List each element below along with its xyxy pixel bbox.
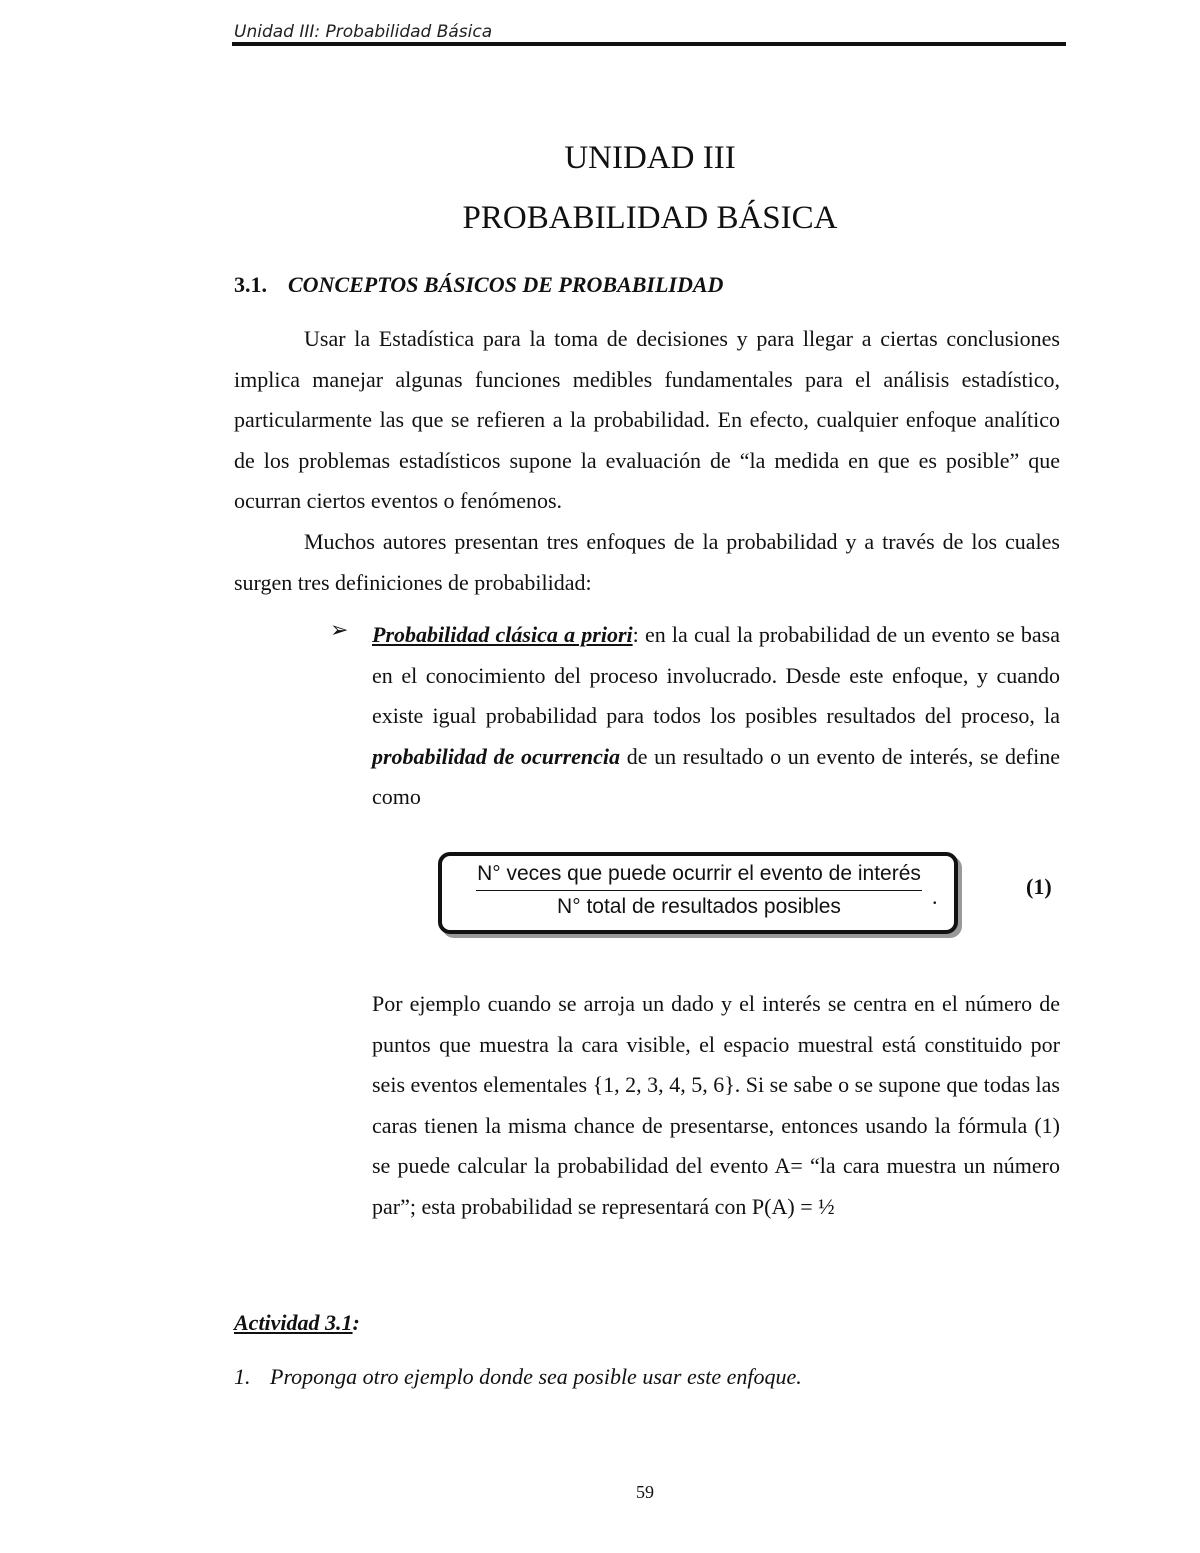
paragraph-intro: [234, 319, 1060, 522]
paragraph-approaches: [234, 522, 1060, 603]
subject-title: PROBABILIDAD BÁSICA: [462, 200, 838, 236]
bullet-text-a: : en la cual la probabilidad de un evento se basa en el conocimiento del proceso involucrado. Desde este enfoque, y cuando existe igual probabilidad para todos los posibles resultados del proceso, la: [372, 622, 1060, 728]
task-number: 1.: [234, 1364, 251, 1389]
formula-numerator: N° veces que puede ocurrir el evento de interés: [476, 862, 922, 891]
unit-title: UNIDAD III: [564, 140, 736, 176]
formula-period: .: [932, 884, 938, 909]
page-number: 59: [636, 1482, 654, 1502]
paragraph-intro-text: Usar la Estadística para la toma de decisiones y para llegar a ciertas conclusiones implica manejar algunas funciones medibles fundamentales para el análisis estadístico, particularmente las que se refieren a la probabilidad. En efecto, cualquier enfoque analítico de los problemas estadísticos supone la evaluación de “la medida en que es posible” que ocurran ciertos eventos o fenómenos.: [234, 326, 1060, 513]
activity-colon: :: [352, 1310, 360, 1335]
bullet-classical-probability: [372, 615, 1060, 818]
running-header: Unidad III: Probabilidad Básica: [234, 22, 493, 42]
section-heading: [234, 272, 723, 298]
bullet-emphasis: probabilidad de ocurrencia: [372, 743, 621, 769]
example-paragraph: Por ejemplo cuando se arroja un dado y el interés se centra en el número de puntos que muestra la cara visible, el espacio muestral está constituido por seis eventos elementales {1, 2, 3, 4, 5, 6}. Si se sabe o se supone que todas las caras tienen la misma chance de presentarse, entonces usando la fórmula (1) se puede calcular la probabilidad del evento A= “la cara muestra un número par”; esta probabilidad se representará con P(A) = ½: [372, 991, 1060, 1219]
header-rule: [232, 42, 1066, 46]
formula-fraction: [476, 862, 922, 919]
paragraph-approaches-text: Muchos autores presentan tres enfoques de la probabilidad y a través de los cuales surgen tres definiciones de probabilidad:: [234, 529, 1060, 595]
bullet-text-b: de un resultado o un evento de interés, se define como: [372, 743, 1060, 809]
activity-heading: [234, 1310, 360, 1336]
activity-task: [234, 1364, 802, 1390]
activity-label: Actividad 3.1: [234, 1310, 353, 1335]
task-text: Proponga otro ejemplo donde sea posible usar este enfoque.: [270, 1364, 802, 1389]
formula-box: [438, 852, 958, 934]
formula-denominator: N° total de resultados posibles: [557, 895, 841, 918]
section-number: 3.1.: [234, 272, 267, 297]
equation-number: (1): [1026, 874, 1052, 899]
bullet-term: Probabilidad clásica a priori: [372, 622, 633, 647]
bullet-arrow-icon: ➢: [330, 617, 349, 642]
section-title: CONCEPTOS BÁSICOS DE PROBABILIDAD: [288, 272, 724, 297]
